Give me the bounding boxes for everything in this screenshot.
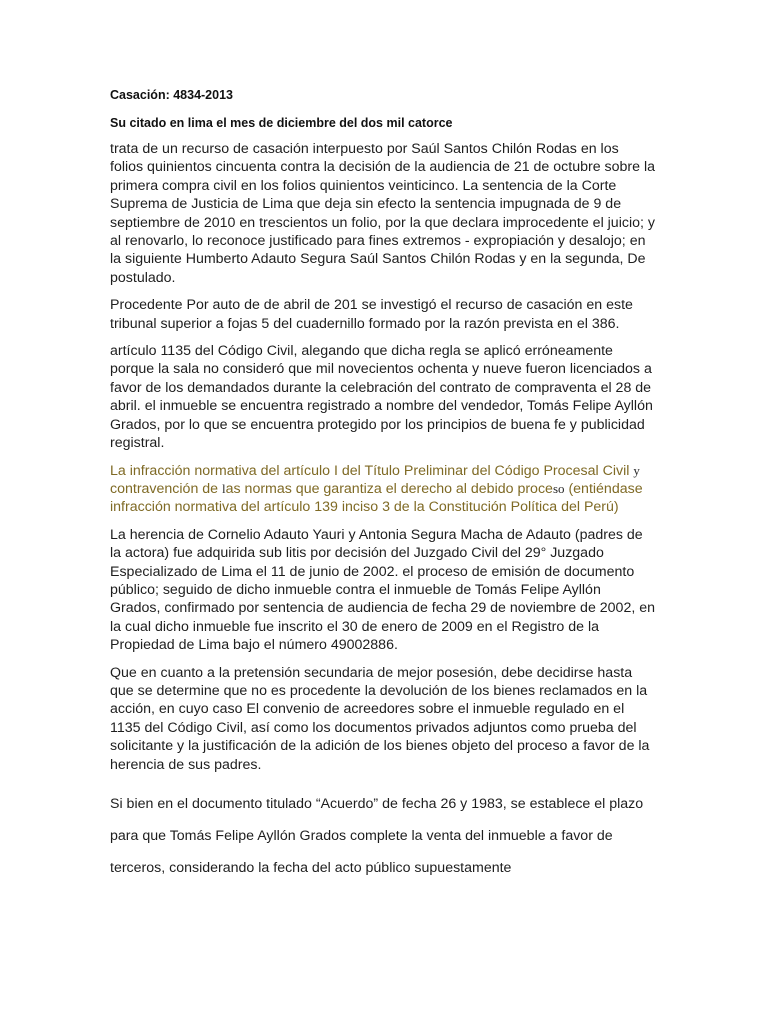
paragraph-1: trata de un recurso de casación interpuesto por Saúl Santos Chilón Rodas en los folios quinientos cincuenta contra la decisión de la audiencia de 21 de octubre sobre la primera compra civil en los folios quinientos veinticinco. La sentencia de la Corte Suprema de Justicia de Lima que deja sin efecto la sentencia impugnada de 9 de septiembre de 2010 en trescientos un folio, por la que declara improcedente el juicio; y al renovarlo, lo reconoce justificado para fines extremos - expropiación y desalojo; en la siguiente Humberto Adauto Segura Saúl Santos Chilón Rodas y en la segunda, De postulado. (110, 141, 656, 286)
case-number-heading: Casación: 4834-2013 (110, 88, 233, 102)
paragraph-4-part3: normas que garantiza el derecho al debido proce (240, 480, 553, 497)
paragraph-4-highlighted (110, 462, 655, 517)
paragraph-5: La herencia de Cornelio Adauto Yauri y Antonia Segura Macha de Adauto (padres de la actora) fue adquirida sub litis por decisión del Juzgado Civil del 29° Juzgado Especializado de Lima el 11 de junio de 2002. el proceso de emisión de documento público; seguido de dicho inmueble contra el inmueble de Tomás Felipe Ayllón Grados, confirmado por sentencia de audiencia de fecha 29 de noviembre de 2002, en la cual dicho inmueble fue inscrito el 30 de enero de 2009 en el Registro de la Propiedad de Lima bajo el número 49002886. (110, 526, 656, 654)
paragraph-4-so: so (552, 480, 565, 496)
paragraph-4-las-l: l (222, 480, 226, 496)
date-heading: Su citado en lima el mes de diciembre del dos mil catorce (110, 116, 453, 130)
paragraph-7: Si bien en el documento titulado “Acuerdo” de fecha 26 y 1983, se establece el plazo para que Tomás Felipe Ayllón Grados complete la venta del inmueble a favor de terceros, considerando la fecha del acto público supuestamente (110, 796, 644, 876)
paragraph-2: Procedente Por auto de de abril de 201 se investigó el recurso de casación en este tribunal superior a fojas 5 del cuadernillo formado por la razón prevista en el 386. (110, 297, 633, 332)
paragraph-4-part2: contravención de (110, 480, 222, 497)
document-page (110, 87, 655, 884)
paragraph-3: artículo 1135 del Código Civil, alegando que dicha regla se aplicó erróneamente porque la sala no consideró que mil novecientos ochenta y nueve fueron licenciados a favor de los demandados durante la celebración del contrato de compraventa el 28 de abril. el inmueble se encuentra registrado a nombre del vendedor, Tomás Felipe Ayllón Grados, por lo que se encuentra protegido por los principios de buena fe y publicidad registral. (110, 343, 653, 452)
paragraph-4-las-as: as (225, 480, 241, 497)
paragraph-6: Que en cuanto a la pretensión secundaria de mejor posesión, debe decidirse hasta que se determine que no es procedente la devolución de los bienes reclamados en la acción, en cuyo caso El convenio de acreedores sobre el inmueble regulado en el 1135 del Código Civil, así como los documentos privados adjuntos como prueba del solicitante y la justificación de la adición de los bienes objeto del proceso a favor de la herencia de sus padres. (110, 664, 650, 773)
paragraph-4-part4: (entiéndase infracción normativa del artículo 139 inciso 3 de la Constitución Política del Perú) (110, 480, 643, 516)
paragraph-4-y: y (633, 462, 640, 478)
paragraph-4-part1: La infracción normativa del artículo I del Título Preliminar del Código Procesal Civil (110, 462, 634, 479)
